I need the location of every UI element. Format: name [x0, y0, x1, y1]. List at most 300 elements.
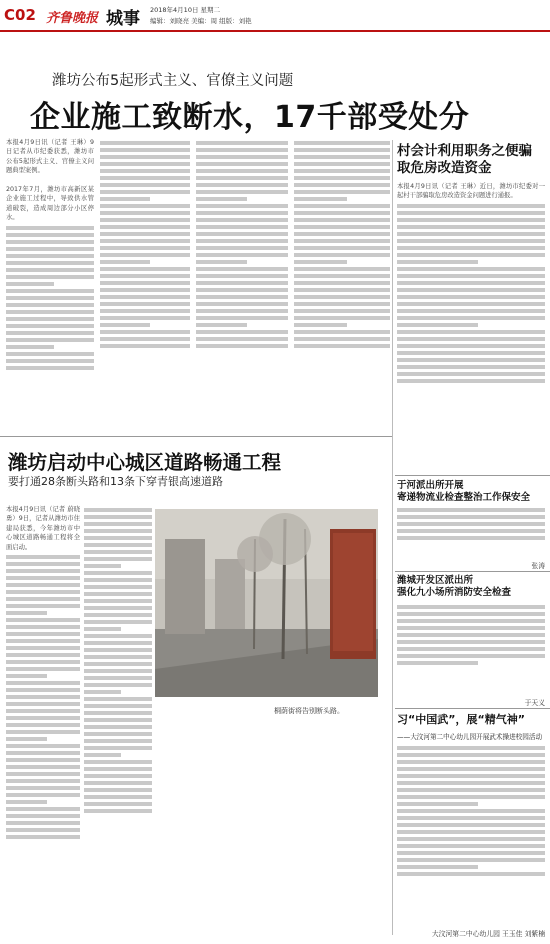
text-line: [397, 281, 545, 285]
text-line: [196, 190, 288, 194]
text-line: [397, 795, 545, 799]
text-line: [397, 204, 545, 208]
text-line: [294, 316, 390, 320]
lead-headline: 企业施工致断水，17千部受处分: [30, 100, 470, 135]
text-line: [6, 275, 94, 279]
text-line: [397, 529, 545, 533]
text-line: [397, 316, 545, 320]
text-line: [100, 239, 190, 243]
text-line: [6, 226, 94, 230]
text-line: [196, 232, 288, 236]
text-line: [294, 309, 390, 313]
brief-divider-2: [395, 708, 550, 709]
text-line: [6, 695, 80, 699]
text-line: [6, 681, 80, 685]
text-line: [397, 522, 545, 526]
text-line: [6, 562, 80, 566]
text-line: [294, 288, 390, 292]
text-line: [397, 781, 545, 785]
text-line: [84, 718, 152, 722]
text-line: [84, 592, 152, 596]
text-line: [84, 774, 152, 778]
brief1-title-line1: 于河派出所开展: [397, 480, 464, 491]
brief1-title: [397, 480, 547, 504]
text-line: [100, 253, 190, 257]
text-line: [397, 619, 545, 623]
text-line: [294, 197, 347, 201]
text-line: [6, 737, 47, 741]
text-line: [196, 316, 288, 320]
text-line: [397, 661, 478, 665]
text-line: [84, 669, 152, 673]
text-line: [397, 774, 545, 778]
text-line: [196, 309, 288, 313]
text-line: [397, 253, 545, 257]
text-line: [397, 218, 545, 222]
text-line: [294, 232, 390, 236]
text-line: [397, 295, 545, 299]
text-line: [84, 795, 152, 799]
text-line: [6, 751, 80, 755]
brief2-title: [397, 575, 547, 599]
text-line: [100, 141, 190, 145]
text-line: [6, 688, 80, 692]
sidebar1-title: 村会计利用职务之便骗取危房改造资金: [397, 143, 532, 176]
text-line: [100, 267, 190, 271]
brief2-body: [397, 602, 545, 694]
text-line: [397, 344, 545, 348]
text-line: [196, 225, 288, 229]
text-line: [6, 835, 80, 839]
text-line: [397, 239, 545, 243]
text-line: [397, 232, 545, 236]
text-line: [100, 183, 190, 187]
text-line: [84, 557, 152, 561]
text-line: [84, 746, 152, 750]
text-line: [196, 197, 247, 201]
text-line: [397, 640, 545, 644]
text-line: [397, 225, 545, 229]
text-line: [84, 690, 121, 694]
page-number-prefix: C: [4, 6, 16, 24]
text-line: [6, 345, 54, 349]
text-line: [6, 310, 94, 314]
text-line: [84, 697, 152, 701]
text-line: [84, 802, 152, 806]
lead-column-2: [100, 138, 190, 428]
text-line: [6, 268, 94, 272]
text-line: [294, 281, 390, 285]
text-line: [196, 183, 288, 187]
text-line: [84, 760, 152, 764]
section-divider: [0, 436, 392, 437]
text-line: [294, 344, 390, 348]
brief3-body: [397, 743, 545, 925]
text-line: [6, 730, 80, 734]
text-line: [84, 564, 121, 568]
text-line: [294, 204, 390, 208]
text-line: [397, 605, 545, 609]
brief1-body: [397, 505, 545, 559]
text-line: [397, 746, 545, 750]
text-line: [397, 626, 545, 630]
text-line: [6, 303, 94, 307]
feature-column-tail: [6, 735, 154, 736]
text-line: [294, 176, 390, 180]
text-line: [84, 767, 152, 771]
text-line: [84, 529, 152, 533]
text-line: [6, 366, 94, 370]
text-line: [84, 571, 152, 575]
text-line: [6, 261, 94, 265]
feature-lead: 本报4月9日讯（记者 蔚晓勇）9日，记者从潍坊市住建局获悉，今年潍坊市中心城区道路畅通工程将全面启动。: [6, 506, 80, 551]
text-line: [6, 233, 94, 237]
text-line: [84, 655, 152, 659]
text-line: [100, 155, 190, 159]
street-photo: [155, 509, 378, 697]
text-line: [100, 169, 190, 173]
text-line: [196, 302, 288, 306]
text-line: [6, 331, 94, 335]
text-line: [397, 337, 545, 341]
text-line: [84, 753, 121, 757]
text-line: [6, 569, 80, 573]
text-line: [100, 288, 190, 292]
text-line: [84, 704, 152, 708]
text-line: [6, 296, 94, 300]
text-line: [6, 716, 80, 720]
text-line: [294, 267, 390, 271]
text-line: [100, 281, 190, 285]
text-line: [397, 379, 545, 383]
text-line: [294, 190, 390, 194]
text-line: [397, 647, 545, 651]
text-line: [6, 793, 80, 797]
text-line: [6, 240, 94, 244]
text-line: [6, 632, 80, 636]
text-line: [196, 344, 288, 348]
text-line: [397, 633, 545, 637]
brief-divider-1: [395, 571, 550, 572]
brief3-title: 习“中国武”，展“精气神”: [397, 713, 525, 726]
text-line: [100, 344, 190, 348]
text-line: [196, 246, 288, 250]
text-line: [6, 625, 80, 629]
street-photo-image: [155, 509, 378, 697]
text-line: [84, 739, 152, 743]
text-line: [397, 267, 545, 271]
sidebar1-body: [397, 182, 545, 462]
text-line: [84, 634, 152, 638]
text-line: [6, 772, 80, 776]
text-line: [196, 239, 288, 243]
editor-line: 编辑：刘晓亮 美编：周 组版：刘艳: [150, 17, 252, 25]
text-line: [100, 197, 150, 201]
text-line: [84, 536, 152, 540]
text-line: [100, 148, 190, 152]
text-line: [294, 330, 390, 334]
text-line: [397, 760, 545, 764]
text-line: [397, 872, 545, 876]
text-line: [100, 316, 190, 320]
text-line: [100, 274, 190, 278]
text-line: [6, 282, 54, 286]
text-line: [294, 260, 347, 264]
text-line: [84, 522, 152, 526]
text-line: [294, 302, 390, 306]
text-line: [6, 359, 94, 363]
text-line: [397, 372, 545, 376]
text-line: [6, 597, 80, 601]
text-line: [84, 788, 152, 792]
text-line: [294, 162, 390, 166]
text-line: [397, 260, 478, 264]
text-line: [100, 309, 190, 313]
text-line: [6, 786, 80, 790]
photo-caption: 桐荫街将告别断头路。: [274, 707, 344, 715]
text-line: [397, 302, 545, 306]
text-line: [6, 317, 94, 321]
text-line: [196, 211, 288, 215]
text-line: [397, 612, 545, 616]
text-line: [397, 816, 545, 820]
feature-column-1: [6, 505, 80, 925]
text-line: [84, 585, 152, 589]
text-line: [196, 274, 288, 278]
feature-headline: 潍坊启动中心城区道路畅通工程: [8, 451, 282, 474]
text-line: [397, 767, 545, 771]
text-line: [397, 654, 545, 658]
brief2-title-line1: 潍城开发区派出所: [397, 575, 474, 586]
text-line: [84, 599, 152, 603]
text-line: [6, 765, 80, 769]
text-line: [196, 337, 288, 341]
text-line: [6, 828, 80, 832]
text-line: [397, 351, 545, 355]
lead-paragraph-2: 2017年7月，潍坊市高新区某企业施工过程中，导致供水管道破裂，造成周边部分小区停水。: [6, 186, 94, 222]
text-line: [6, 576, 80, 580]
text-line: [397, 246, 545, 250]
text-line: [294, 211, 390, 215]
text-line: [397, 365, 545, 369]
brief2-byline: 于天义: [524, 699, 545, 707]
text-line: [196, 267, 288, 271]
text-line: [100, 204, 190, 208]
text-line: [294, 246, 390, 250]
lead-paragraph-1: 本报4月9日讯（记者 王琳）9日记者从市纪委获悉，潍坊市公布5起形式主义、官僚主义问题典型案例。: [6, 139, 94, 175]
text-line: [84, 515, 152, 519]
text-line: [6, 324, 94, 328]
text-line: [84, 662, 152, 666]
text-line: [397, 837, 545, 841]
text-line: [84, 613, 152, 617]
text-line: [6, 723, 80, 727]
text-line: [84, 543, 152, 547]
text-line: [100, 246, 190, 250]
text-line: [294, 225, 390, 229]
text-line: [84, 809, 152, 813]
sidebar1-lead: 本报4月9日讯（记者 王琳）近日，潍坊市纪委对一起村干部骗取危房改造资金问题进行通报。: [397, 183, 545, 200]
date-line: 2018年4月10日 星期二: [150, 6, 221, 14]
text-line: [397, 823, 545, 827]
text-line: [6, 800, 47, 804]
text-line: [6, 352, 94, 356]
text-line: [100, 323, 150, 327]
text-line: [397, 508, 545, 512]
text-line: [100, 176, 190, 180]
sidebar-divider: [395, 475, 550, 476]
text-line: [196, 260, 247, 264]
text-line: [84, 606, 152, 610]
page-header: [0, 0, 550, 32]
text-line: [397, 288, 545, 292]
text-line: [397, 323, 478, 327]
brief1-byline: 张涛: [531, 562, 545, 570]
text-line: [397, 753, 545, 757]
text-line: [196, 323, 247, 327]
text-line: [196, 169, 288, 173]
text-line: [294, 169, 390, 173]
text-line: [397, 851, 545, 855]
lead-column-3: [196, 138, 288, 428]
text-line: [196, 281, 288, 285]
text-line: [84, 725, 152, 729]
text-line: [397, 309, 545, 313]
text-line: [397, 788, 545, 792]
text-line: [100, 218, 190, 222]
text-line: [294, 337, 390, 341]
column-rule: [392, 140, 393, 935]
text-line: [84, 627, 121, 631]
text-line: [6, 653, 80, 657]
text-line: [84, 711, 152, 715]
text-line: [196, 155, 288, 159]
text-line: [6, 709, 80, 713]
text-line: [196, 253, 288, 257]
text-line: [6, 807, 80, 811]
text-line: [196, 176, 288, 180]
text-line: [294, 239, 390, 243]
text-line: [100, 211, 190, 215]
text-line: [397, 858, 545, 862]
lead-column-1: [6, 138, 94, 428]
text-line: [100, 330, 190, 334]
brief2-title-line2: 强化九小场所消防安全检查: [397, 586, 512, 598]
text-line: [294, 155, 390, 159]
text-line: [6, 604, 80, 608]
text-line: [397, 802, 478, 806]
text-line: [100, 190, 190, 194]
text-line: [294, 274, 390, 278]
text-line: [397, 536, 545, 540]
text-line: [196, 162, 288, 166]
feature-column-2: [84, 505, 152, 925]
text-line: [294, 323, 347, 327]
newspaper-logo: 齐鲁晚报: [46, 11, 99, 26]
text-line: [397, 211, 545, 215]
text-line: [6, 821, 80, 825]
text-line: [6, 744, 80, 748]
section-name: 城事: [106, 9, 140, 29]
text-line: [196, 218, 288, 222]
text-line: [6, 646, 80, 650]
text-line: [6, 338, 94, 342]
text-line: [100, 162, 190, 166]
page-number: [4, 6, 36, 24]
text-line: [294, 218, 390, 222]
text-line: [196, 288, 288, 292]
text-line: [6, 555, 80, 559]
text-line: [84, 781, 152, 785]
text-line: [6, 611, 47, 615]
text-line: [6, 660, 80, 664]
brief1-title-line2: 寄递物流业检查整治工作保安全: [397, 491, 531, 503]
text-line: [84, 683, 152, 687]
brief3-subtitle: ——大汶河第二中心幼儿园开展武术操进校园活动: [397, 733, 543, 741]
text-line: [100, 225, 190, 229]
text-line: [196, 295, 288, 299]
text-line: [397, 274, 545, 278]
text-line: [6, 639, 80, 643]
text-line: [84, 578, 152, 582]
brief3-byline: 大汶河第二中心幼儿园 王玉佳 刘紫楠: [431, 930, 545, 938]
text-line: [397, 844, 545, 848]
text-line: [100, 232, 190, 236]
text-line: [84, 508, 152, 512]
text-line: [6, 667, 80, 671]
text-line: [6, 289, 94, 293]
text-line: [397, 809, 545, 813]
text-line: [397, 330, 545, 334]
text-line: [196, 148, 288, 152]
text-line: [397, 865, 478, 869]
text-line: [196, 204, 288, 208]
feature-subhead: 要打通28条断头路和13条下穿青银高速道路: [8, 475, 223, 488]
text-line: [84, 550, 152, 554]
text-line: [84, 676, 152, 680]
text-line: [294, 183, 390, 187]
text-line: [100, 295, 190, 299]
text-line: [6, 814, 80, 818]
text-line: [100, 337, 190, 341]
text-line: [6, 702, 80, 706]
text-line: [196, 141, 288, 145]
text-line: [84, 641, 152, 645]
text-line: [397, 358, 545, 362]
text-line: [294, 148, 390, 152]
text-line: [6, 590, 80, 594]
page-number-value: 02: [15, 6, 36, 24]
text-line: [100, 260, 150, 264]
text-line: [397, 830, 545, 834]
text-line: [6, 247, 94, 251]
text-line: [84, 648, 152, 652]
lead-kicker: 潍坊公布5起形式主义、官僚主义问题: [52, 73, 294, 89]
text-line: [397, 515, 545, 519]
lead-column-4: [294, 138, 390, 428]
text-line: [196, 330, 288, 334]
text-line: [100, 302, 190, 306]
text-line: [6, 779, 80, 783]
text-line: [6, 583, 80, 587]
text-line: [294, 253, 390, 257]
text-line: [84, 620, 152, 624]
text-line: [6, 254, 94, 258]
text-filler: [6, 176, 94, 185]
text-line: [6, 758, 80, 762]
text-line: [6, 618, 80, 622]
text-line: [294, 141, 390, 145]
